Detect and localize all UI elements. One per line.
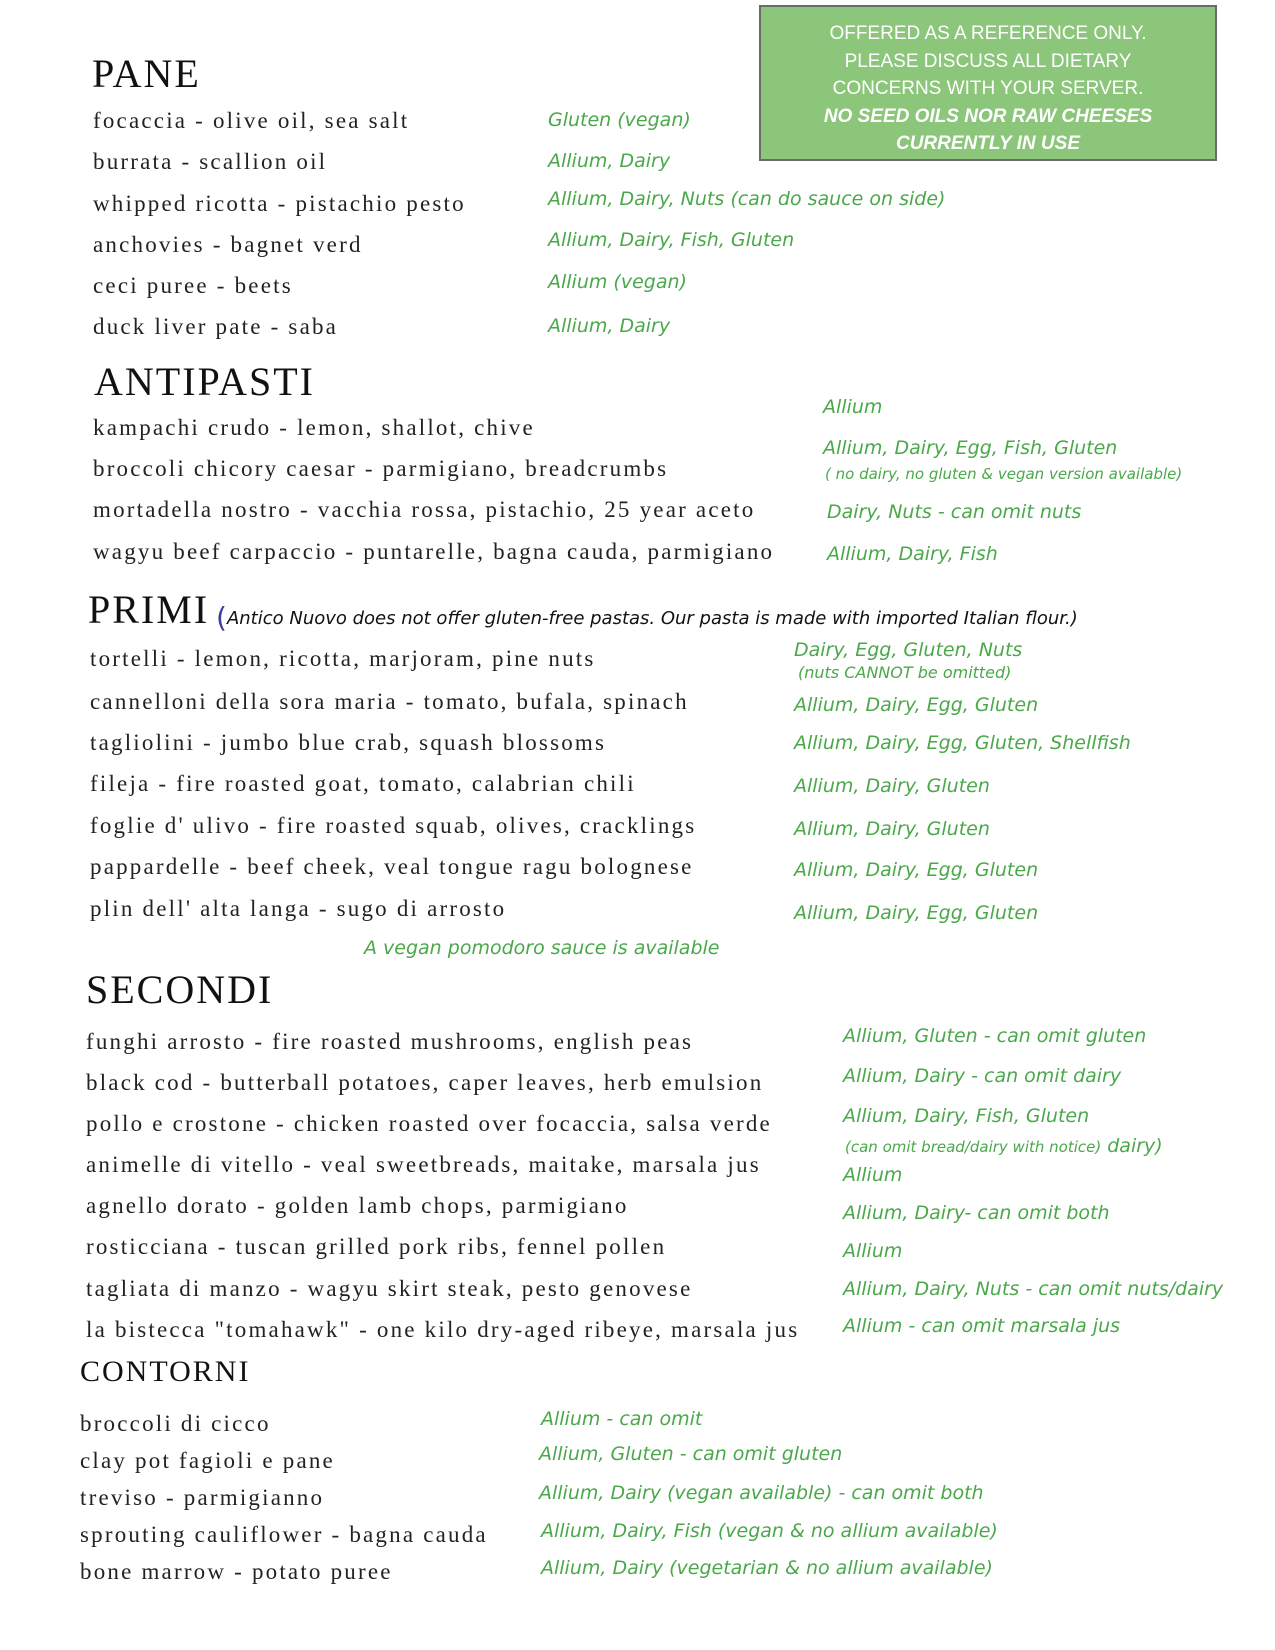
menu-item-allergens: Allium, Gluten - can omit gluten (539, 1443, 843, 1465)
menu-item-allergens: Allium, Dairy, Egg, Gluten (794, 902, 1039, 924)
notice-line: PLEASE DISCUSS ALL DIETARY (844, 50, 1132, 72)
menu-item-dish: broccoli chicory caesar - parmigiano, breadcrumbs (93, 456, 669, 481)
menu-item-dish: duck liver pate - saba (93, 314, 339, 339)
open-paren: ( (216, 601, 227, 634)
notice-line: OFFERED AS A REFERENCE ONLY. (829, 23, 1147, 44)
menu-item-allergens: Allium, Dairy, Gluten (794, 775, 990, 797)
menu-item-dish: burrata - scallion oil (93, 149, 328, 174)
menu-item-allergens: Allium - can omit marsala jus (843, 1315, 1121, 1337)
menu-item-allergens: Allium, Dairy, Egg, Fish, Gluten (823, 437, 1118, 459)
notice-line: CONCERNS WITH YOUR SERVER. (832, 78, 1144, 99)
menu-item-dish: broccoli di cicco (80, 1411, 271, 1436)
menu-item-dish: tagliata di manzo - wagyu skirt steak, pesto genovese (86, 1276, 693, 1301)
dietary-notice-box (759, 5, 1217, 161)
menu-item-allergens: Allium, Dairy- can omit both (843, 1202, 1110, 1224)
section-title-pane: PANE (92, 51, 201, 96)
menu-item-allergens: Allium, Dairy (548, 150, 671, 172)
menu-item-allergens: Allium, Dairy, Fish, Gluten (548, 229, 795, 251)
menu-item-note (845, 1137, 1163, 1156)
menu-item-dish: fileja - fire roasted goat, tomato, calabrian chili (90, 771, 636, 796)
menu-item-allergens: Allium, Dairy, Fish, Gluten (843, 1105, 1090, 1127)
menu-item-dish: wagyu beef carpaccio - puntarelle, bagna cauda, parmigiano (93, 539, 775, 564)
menu-item-allergens: Allium, Dairy, Egg, Gluten (794, 694, 1039, 716)
notice-line-emphasis: CURRENTLY IN USE (895, 133, 1081, 154)
menu-item-dish: clay pot fagioli e pane (80, 1448, 335, 1473)
menu-item-allergens: Allium (vegan) (548, 271, 687, 293)
menu-item-allergens: Allium, Dairy, Egg, Gluten (794, 859, 1039, 881)
menu-item-allergens: Allium (843, 1240, 903, 1262)
menu-item-dish: anchovies - bagnet verd (93, 232, 363, 257)
section-title-secondi: SECONDI (86, 967, 274, 1012)
menu-item-allergens: Allium, Gluten - can omit gluten (843, 1025, 1147, 1047)
menu-item-dish: tortelli - lemon, ricotta, marjoram, pine nuts (90, 646, 596, 671)
menu-item-dish: ceci puree - beets (93, 273, 293, 298)
vegan-sauce-note: A vegan pomodoro sauce is available (364, 937, 720, 959)
menu-item-note: (nuts CANNOT be omitted) (798, 663, 1012, 682)
menu-item-dish: la bistecca "tomahawk" - one kilo dry-aged ribeye, marsala jus (86, 1317, 800, 1342)
menu-item-note: ( no dairy, no gluten & vegan version available) (825, 465, 1183, 483)
menu-item-dish: rosticciana - tuscan grilled pork ribs, fennel pollen (86, 1234, 667, 1259)
menu-item-allergens: Allium, Dairy, Fish (827, 543, 998, 565)
section-title-antipasti: ANTIPASTI (94, 359, 315, 404)
primi-note (216, 601, 1078, 634)
close-paren: ) (1070, 608, 1078, 629)
menu-item-allergens: Allium, Dairy (548, 315, 671, 337)
menu-item-dish: pollo e crostone - chicken roasted over focaccia, salsa verde (86, 1111, 772, 1136)
menu-item-allergens: Allium (823, 396, 883, 418)
menu-item-allergens: Dairy, Egg, Gluten, Nuts (794, 639, 1023, 661)
menu-item-dish: foglie d' ulivo - fire roasted squab, olives, cracklings (90, 813, 697, 838)
menu-item-allergens: Allium (843, 1164, 903, 1186)
menu-item-dish: focaccia - olive oil, sea salt (93, 108, 410, 133)
menu-item-dish: treviso - parmigianno (80, 1485, 325, 1510)
menu-item-note-text: (can omit bread/dairy with notice) (845, 1138, 1102, 1156)
menu-item-dish: pappardelle - beef cheek, veal tongue ragu bolognese (90, 854, 694, 879)
menu-item-allergens: Allium, Dairy, Gluten (794, 818, 990, 840)
menu-item-allergens: Gluten (vegan) (548, 109, 691, 131)
menu-item-dish: cannelloni della sora maria - tomato, bufala, spinach (90, 689, 689, 714)
primi-note-text: Antico Nuovo does not offer gluten-free pastas. Our pasta is made with imported Italian flour. (226, 608, 1071, 629)
section-title-primi: PRIMI (88, 587, 210, 632)
menu-item-allergens: Dairy, Nuts - can omit nuts (827, 501, 1082, 523)
menu-item-dish: bone marrow - potato puree (80, 1559, 393, 1584)
menu-item-dish: kampachi crudo - lemon, shallot, chive (93, 415, 535, 440)
menu-item-dish: funghi arrosto - fire roasted mushrooms, english peas (86, 1029, 694, 1054)
menu-item-note-tail: dairy) (1107, 1135, 1163, 1157)
menu-item-allergens: Allium, Dairy (vegan available) - can omit both (539, 1482, 984, 1504)
menu-item-allergens: Allium, Dairy, Nuts (can do sauce on side) (548, 188, 946, 210)
menu-item-dish: agnello dorato - golden lamb chops, parmigiano (86, 1193, 629, 1218)
menu-item-dish: plin dell' alta langa - sugo di arrosto (90, 896, 507, 921)
notice-line-emphasis: NO SEED OILS NOR RAW CHEESES (823, 105, 1153, 127)
menu-item-allergens: Allium, Dairy (vegetarian & no allium available) (541, 1557, 993, 1579)
menu-item-allergens: Allium, Dairy, Egg, Gluten, Shellfish (794, 732, 1131, 754)
menu-item-allergens: Allium - can omit (541, 1408, 703, 1430)
menu-item-dish: black cod - butterball potatoes, caper leaves, herb emulsion (86, 1070, 764, 1095)
menu-item-allergens: Allium, Dairy, Nuts - can omit nuts/dairy (843, 1278, 1224, 1300)
menu-item-allergens: Allium, Dairy, Fish (vegan & no allium available) (541, 1520, 998, 1542)
menu-item-dish: animelle di vitello - veal sweetbreads, maitake, marsala jus (86, 1152, 761, 1177)
menu-item-dish: whipped ricotta - pistachio pesto (93, 191, 466, 216)
menu-item-allergens: Allium, Dairy - can omit dairy (843, 1065, 1122, 1087)
menu-item-dish: sprouting cauliflower - bagna cauda (80, 1522, 488, 1547)
menu-item-dish: mortadella nostro - vacchia rossa, pistachio, 25 year aceto (93, 497, 756, 522)
menu-item-dish: tagliolini - jumbo blue crab, squash blossoms (90, 730, 607, 755)
section-title-contorni: CONTORNI (80, 1355, 251, 1388)
